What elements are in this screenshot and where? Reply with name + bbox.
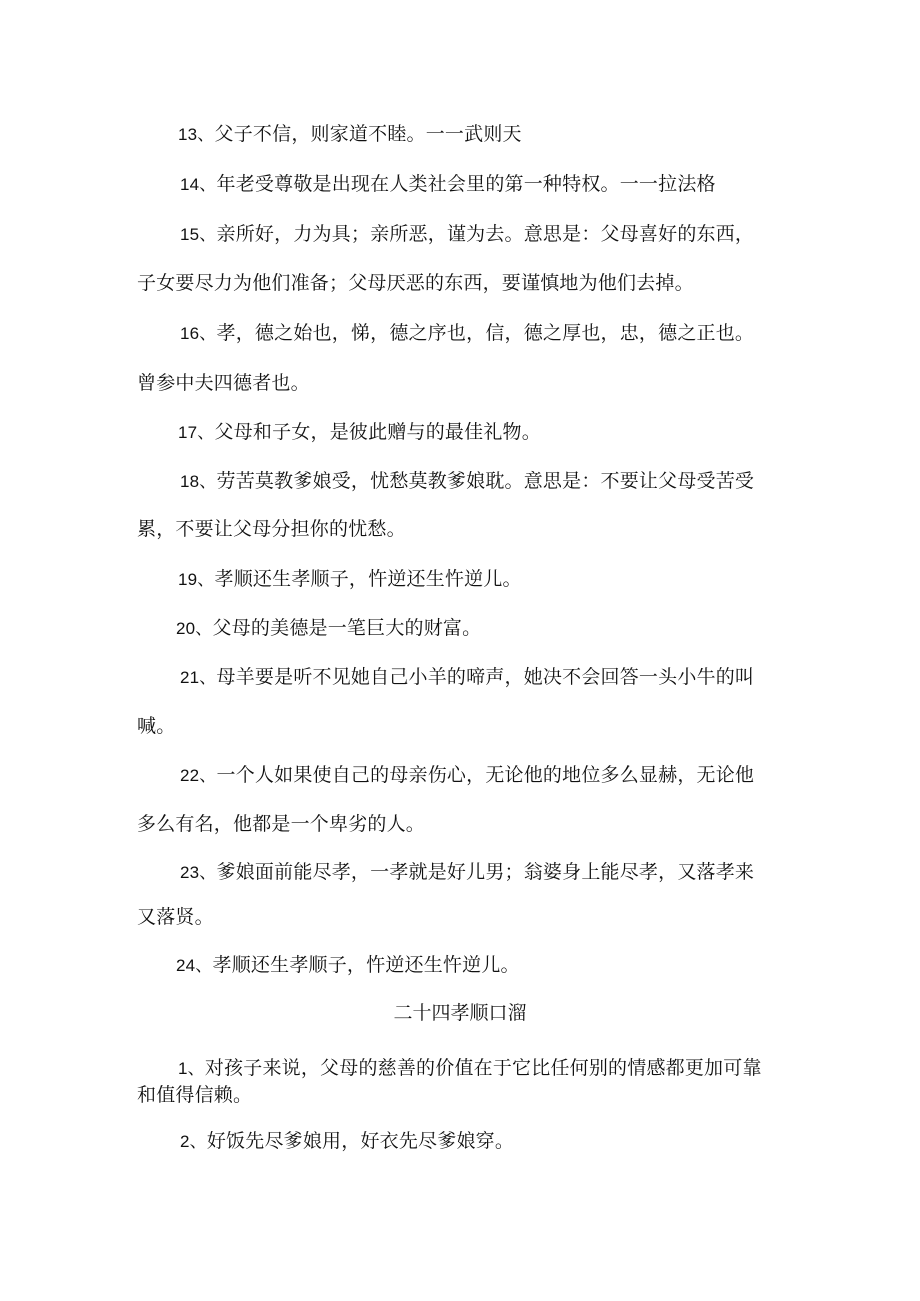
quote-number: 15、 <box>180 225 217 244</box>
quote-text: 劳苦莫教爹娘受，忧愁莫教爹娘耽。意思是：不要让父母受苦受 <box>216 470 755 492</box>
quote-23 <box>180 860 754 885</box>
quote-text: 一个人如果使自己的母亲伤心，无论他的地位多么显赫，无论他 <box>216 764 755 786</box>
quote-text: 父子不信，则家道不睦。一一武则天 <box>214 123 522 145</box>
section-item-1 <box>178 1056 762 1081</box>
quote-24 <box>176 953 520 978</box>
quote-text: 亲所好，力为具；亲所恶，谨为去。意思是：父母喜好的东西， <box>216 223 755 245</box>
quote-22 <box>180 763 754 788</box>
quote-text: 孝顺还生孝顺子，忤逆还生忤逆儿。 <box>214 568 522 590</box>
quote-18-continuation: 累，不要让父母分担你的忧愁。 <box>137 518 406 540</box>
quote-text: 父母和子女，是彼此赠与的最佳礼物。 <box>214 421 541 443</box>
section-item-1-continuation: 和值得信赖。 <box>137 1084 253 1106</box>
quote-19 <box>178 567 522 592</box>
item-number: 2、 <box>180 1132 207 1151</box>
quote-21 <box>180 665 754 690</box>
quote-number: 18、 <box>180 472 217 491</box>
quote-number: 23、 <box>180 863 217 882</box>
quote-number: 24、 <box>176 956 213 975</box>
quote-number: 21、 <box>180 668 217 687</box>
quote-20 <box>176 616 481 641</box>
item-text: 好饭先尽爹娘用，好衣先尽爹娘穿。 <box>206 1130 515 1152</box>
quote-text: 孝，德之始也，悌，德之序也，信，德之厚也，忠，德之正也。 <box>216 322 755 344</box>
quote-text: 母羊要是听不见她自己小羊的啼声，她决不会回答一头小牛的叫 <box>216 666 755 688</box>
item-text: 对孩子来说，父母的慈善的价值在于它比任何别的情感都更加可靠 <box>204 1057 762 1079</box>
section-heading: 二十四孝顺口溜 <box>393 1002 527 1024</box>
quote-text: 孝顺还生孝顺子，忤逆还生忤逆儿。 <box>212 954 520 976</box>
quote-22-continuation: 多么有名，他都是一个卑劣的人。 <box>137 813 426 835</box>
quote-18 <box>180 469 754 494</box>
quote-21-continuation: 喊。 <box>137 715 176 737</box>
quote-16 <box>180 321 754 346</box>
section-item-2 <box>180 1129 514 1154</box>
quote-17 <box>178 420 541 445</box>
quote-23-continuation: 又落贤。 <box>137 906 214 928</box>
quote-text: 爹娘面前能尽孝，一孝就是好儿男；翁婆身上能尽孝，又落孝来 <box>216 861 755 883</box>
quote-text: 父母的美德是一笔巨大的财富。 <box>212 617 482 639</box>
quote-13 <box>178 122 522 147</box>
quote-15-continuation: 子女要尽力为他们准备；父母厌恶的东西，要谨慎地为他们去掉。 <box>137 272 694 294</box>
quote-15 <box>180 222 754 247</box>
quote-number: 19、 <box>178 570 215 589</box>
quote-number: 22、 <box>180 766 217 785</box>
quote-14 <box>180 172 716 197</box>
quote-text: 年老受尊敬是出现在人类社会里的第一种特权。一一拉法格 <box>216 173 716 195</box>
quote-number: 17、 <box>178 423 215 442</box>
quote-number: 14、 <box>180 175 217 194</box>
quote-16-continuation: 曾参中夫四德者也。 <box>137 372 310 394</box>
quote-number: 13、 <box>178 125 215 144</box>
item-number: 1、 <box>178 1059 205 1078</box>
quote-number: 16、 <box>180 324 217 343</box>
quote-number: 20、 <box>176 619 213 638</box>
